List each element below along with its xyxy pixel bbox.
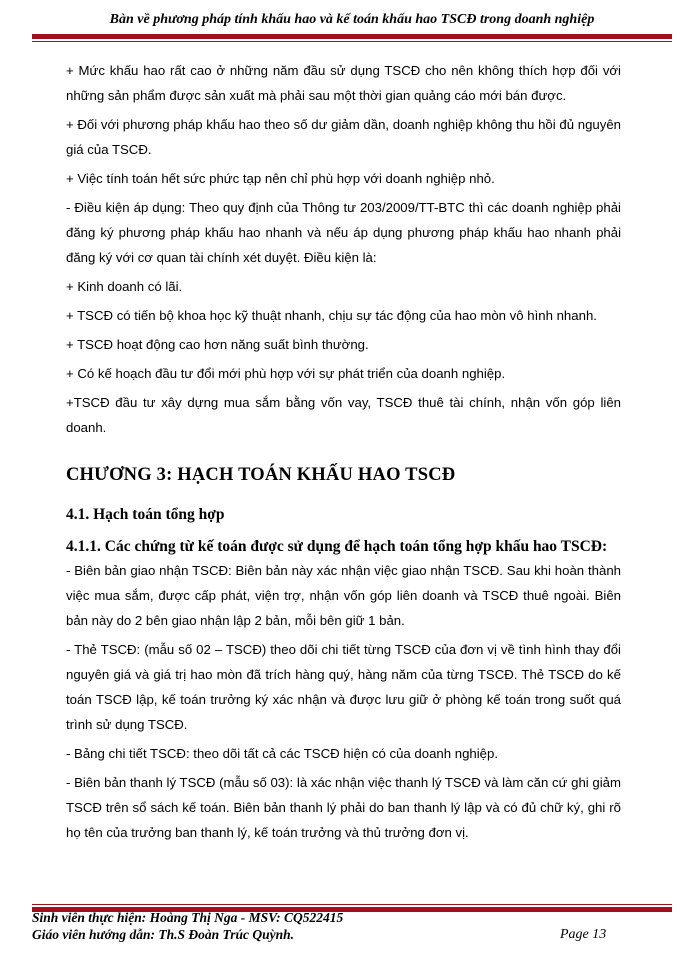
paragraph: +TSCĐ đầu tư xây dựng mua sắm bằng vốn vay, TSCĐ thuê tài chính, nhận vốn góp liên doanh. — [66, 395, 621, 435]
paragraph: - Biên bản giao nhận TSCĐ: Biên bản này xác nhận việc giao nhận TSCĐ. Sau khi hoàn thành việc mua sắm, được cấp phát, viện trợ, nhận vốn góp liên doanh và TSCĐ thuê ngoài. Biên bản này do 2 bên giao nhận lập 2 bản, mỗi bên giữ 1 bản. — [66, 563, 621, 628]
footer-student: Sinh viên thực hiện: Hoàng Thị Nga - MSV: CQ522415 — [32, 910, 344, 925]
running-header: Bàn về phương pháp tính khấu hao và kế toán khấu hao TSCĐ trong doanh nghiệp — [109, 12, 595, 27]
paragraph: + Mức khấu hao rất cao ở những năm đầu sử dụng TSCĐ cho nên không thích hợp đối với những sản phẩm được sản xuất mà phải sau một thời gian quảng cáo mới bán được. — [66, 63, 621, 103]
paragraph: - Biên bản thanh lý TSCĐ (mẫu số 03): là xác nhận việc thanh lý TSCĐ và làm căn cứ ghi giảm TSCĐ trên sổ sách kế toán. Biên bản thanh lý phải do ban thanh lý lập và có đủ chữ ký, ghi rõ họ tên của trưởng ban thanh lý, kế toán trưởng và thủ trưởng đơn vị. — [66, 775, 621, 840]
paragraph: + Việc tính toán hết sức phức tạp nên chỉ phù hợp với doanh nghiệp nhỏ. — [66, 171, 495, 186]
paragraph: + Kinh doanh có lãi. — [66, 279, 183, 294]
footer-rule-thin — [32, 904, 672, 905]
paragraph: - Bảng chi tiết TSCĐ: theo dõi tất cả các TSCĐ hiện có của doanh nghiệp. — [66, 746, 499, 761]
header-rule-thick — [32, 34, 672, 39]
footer-teacher: Giáo viên hướng dẫn: Th.S Đoàn Trúc Quỳnh. — [32, 927, 295, 942]
page-body — [66, 58, 621, 849]
paragraph: + TSCĐ có tiến bộ khoa học kỹ thuật nhanh, chịu sự tác động của hao mòn vô hình nhanh. — [66, 308, 597, 323]
paragraph: - Điều kiện áp dụng: Theo quy định của Thông tư 203/2009/TT-BTC thì các doanh nghiệp phải đăng ký phương pháp khấu hao nhanh và nếu áp dụng phương pháp khấu hao nhanh phải đăng ký với cơ quan tài chính xét duyệt. Điều kiện là: — [66, 200, 621, 265]
paragraph: - Thẻ TSCĐ: (mẫu số 02 – TSCĐ) theo dõi chi tiết từng TSCĐ của đơn vị về tình hình thay đổi nguyên giá và giá trị hao mòn đã trích hàng quý, hàng năm của từng TSCĐ. Thẻ TSCĐ do kế toán TSCĐ lập, kế toán trưởng ký xác nhận và được lưu giữ ở phòng kế toán trong suốt quá trình sử dụng TSCĐ. — [66, 642, 621, 732]
section-heading: 4.1. Hạch toán tổng hợp — [66, 506, 225, 523]
header-rule-thin — [32, 41, 672, 42]
chapter-title: CHƯƠNG 3: HẠCH TOÁN KHẤU HAO TSCĐ — [66, 465, 456, 485]
subsection-heading: 4.1.1. Các chứng từ kế toán được sử dụng để hạch toán tổng hợp khấu hao TSCĐ: — [66, 538, 608, 555]
page-number: Page 13 — [560, 927, 607, 942]
paragraph: + Đối với phương pháp khấu hao theo số dư giảm dần, doanh nghiệp không thu hồi đủ nguyên giá của TSCĐ. — [66, 117, 621, 157]
paragraph: + Có kế hoạch đầu tư đổi mới phù hợp với sự phát triển của doanh nghiệp. — [66, 366, 506, 381]
paragraph: + TSCĐ hoạt động cao hơn năng suất bình thường. — [66, 337, 369, 352]
